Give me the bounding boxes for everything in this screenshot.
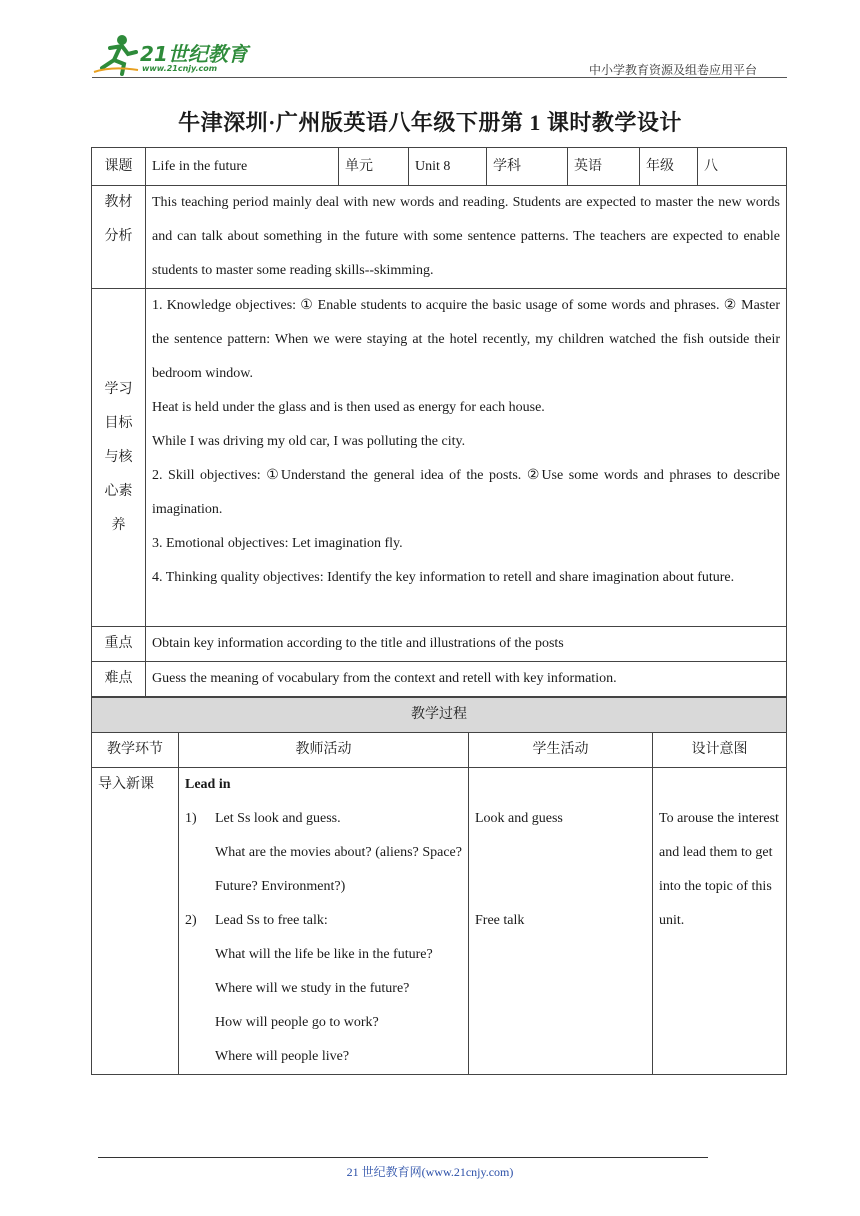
footer-link[interactable]: 21 世纪教育网(www.21cnjy.com) [346,1165,514,1179]
step-2-question: How will people go to work? [215,1015,379,1030]
info-row [92,148,787,186]
objectives-row [92,289,787,627]
objectives-text [146,289,787,627]
logo-text: 21世纪教育 [140,42,248,66]
step-1-number: 1) [185,811,197,826]
step-2-question: What will the life be like in the future? [215,947,433,962]
objectives-label: 学习 目标 与核 心素 养 [92,289,146,627]
step-2-line: Lead Ss to free talk: [215,913,328,928]
grade-value: 八 [698,148,787,186]
objective-paragraph: 3. Emotional objectives: Let imagination fly. [152,536,403,551]
objective-paragraph: Heat is held under the glass and is then used as energy for each house. [152,400,545,415]
student-activity-2: Free talk [475,913,525,928]
runner-logo-icon [92,32,142,76]
platform-tagline: 中小学教育资源及组卷应用平台 [588,63,757,77]
teacher-activity-cell [179,768,469,1075]
student-activity-cell [469,768,653,1075]
design-intent-cell [653,768,787,1075]
grade-label: 年级 [640,148,698,186]
design-intent-text: To arouse the interest and lead them to get into the topic of this unit. [659,811,779,928]
step-1-line: Let Ss look and guess. [215,811,341,826]
difficult-point-text: Guess the meaning of vocabulary from the context and retell with key information. [146,662,787,697]
student-activity-1: Look and guess [475,811,563,826]
step-2 [185,904,462,938]
key-point-label: 重点 [92,627,146,662]
step-2-question: Where will we study in the future? [215,981,410,996]
process-heading: 教学过程 [92,698,787,733]
unit-value: Unit 8 [409,148,487,186]
teaching-process-table [91,697,787,1075]
objective-paragraph: 1. Knowledge objectives: ① Enable students to acquire the basic usage of some words and phrases. ② Master the sentence pattern: When we were staying at the hotel recently, my children watched the fish outside their bedroom window. [152,298,780,381]
column-intent: 设计意图 [653,733,787,768]
subject-label: 学科 [487,148,568,186]
process-columns-row [92,733,787,768]
subject-value: 英语 [568,148,640,186]
key-point-text: Obtain key information according to the title and illustrations of the posts [146,627,787,662]
course-info-table [91,147,787,697]
site-logo [92,32,262,76]
analysis-text: This teaching period mainly deal with new words and reading. Students are expected to master the new words and can talk about something in the future with some sentence patterns. The teachers are expected to enable students to master some reading skills--skimming. [146,186,787,289]
column-student: 学生活动 [469,733,653,768]
topic-value: Life in the future [146,148,339,186]
difficult-point-label: 难点 [92,662,146,697]
stage-cell: 导入新课 [92,768,179,1075]
difficult-point-row [92,662,787,697]
analysis-row [92,186,787,289]
process-heading-row [92,698,787,733]
column-teacher: 教师活动 [179,733,469,768]
lead-in-title: Lead in [185,777,231,792]
objective-paragraph: 2. Skill objectives: ①Understand the general idea of the posts. ②Use some words and phrases to describe imagination. [152,468,780,517]
step-2-question: Where will people live? [215,1049,350,1064]
step-1 [185,802,462,836]
key-point-row [92,627,787,662]
column-stage: 教学环节 [92,733,179,768]
objective-paragraph: 4. Thinking quality objectives: Identify the key information to retell and share imagination about future. [152,570,735,585]
footer-divider [98,1157,708,1158]
step-1-question: What are the movies about? (aliens? Space? Future? Environment?) [215,845,462,894]
step-2-number: 2) [185,913,197,928]
unit-label: 单元 [339,148,409,186]
document-title: 牛津深圳·广州版英语八年级下册第 1 课时教学设计 [178,110,682,135]
objective-paragraph: While I was driving my old car, I was polluting the city. [152,434,466,449]
header-divider [92,77,787,78]
page-header [92,30,787,78]
analysis-label: 教材 分析 [92,186,146,289]
logo-url: www.21cnjy.com [142,64,218,73]
lead-in-row [92,768,787,1075]
topic-label: 课题 [92,148,146,186]
